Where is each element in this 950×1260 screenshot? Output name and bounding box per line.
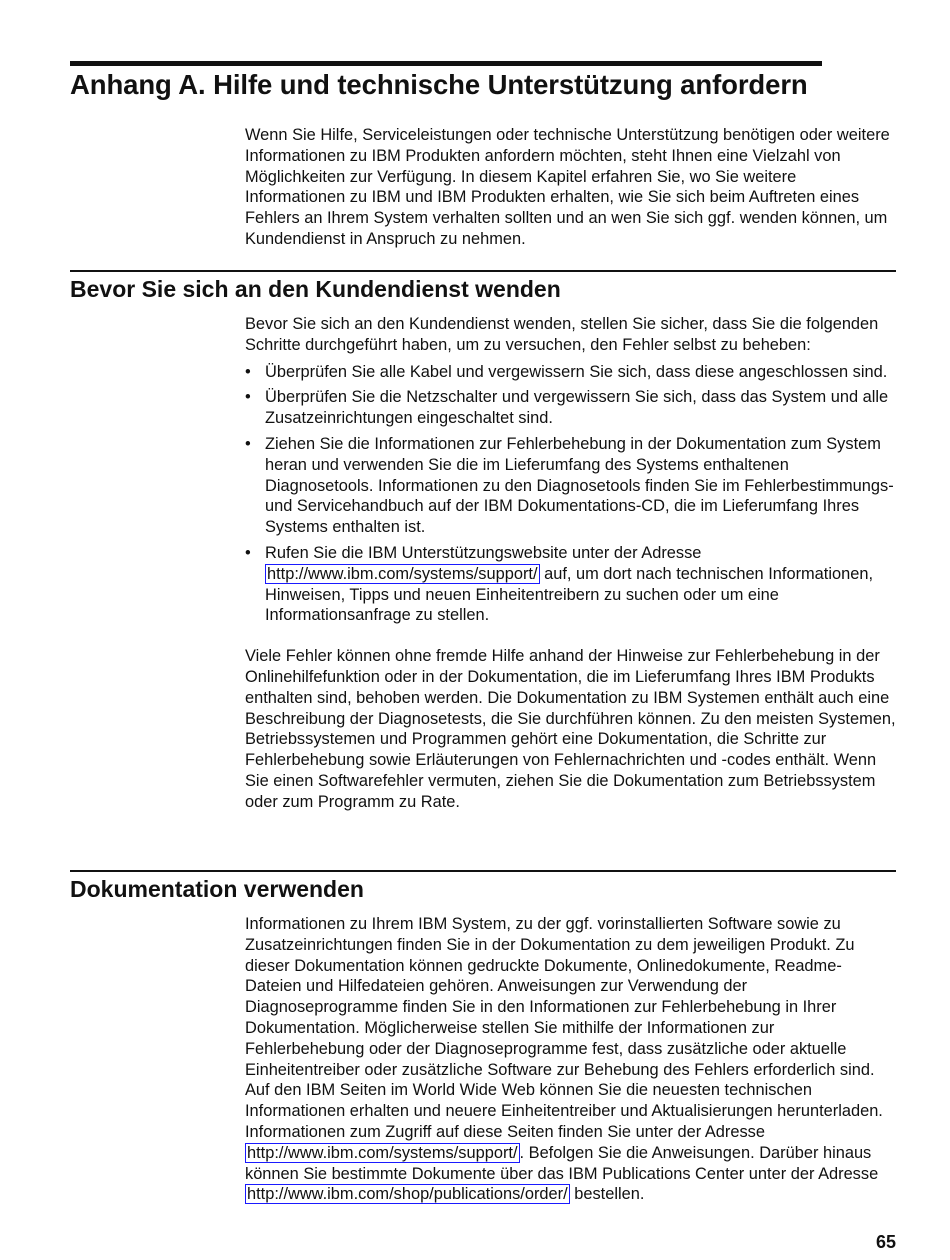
- section-title-bevor: Bevor Sie sich an den Kundendienst wenden: [70, 276, 561, 302]
- section-rule: [70, 270, 896, 272]
- list-item: [245, 434, 897, 538]
- section-title-dokumentation: Dokumentation verwenden: [70, 876, 364, 902]
- list-item-text: Überprüfen Sie die Netzschalter und vergewissern Sie sich, dass das System und alle Zusatzeinrichtungen eingeschaltet sind.: [265, 388, 889, 428]
- section-dokumentation-paragraph: [245, 914, 897, 1205]
- section-rule: [70, 870, 896, 872]
- chapter-title: Anhang A. Hilfe und technische Unterstützung anfordern: [70, 69, 808, 100]
- support-link[interactable]: http://www.ibm.com/systems/support/: [267, 564, 538, 583]
- paragraph-text-part3: bestellen.: [569, 1185, 645, 1204]
- support-link[interactable]: http://www.ibm.com/systems/support/: [247, 1143, 518, 1162]
- section-bevor-body: [245, 314, 897, 813]
- section-bevor-intro: Bevor Sie sich an den Kundendienst wenden, stellen Sie sicher, dass Sie die folgenden Schritte durchgeführt haben, um zu versuchen, den Fehler selbst zu beheben:: [245, 315, 879, 354]
- list-item-text: Ziehen Sie die Informationen zur Fehlerbehebung in der Dokumentation zum System heran und verwenden Sie die im Lieferumfang des Systems enthaltenen Diagnosetools. Informationen zu den Diagnosetools finden Sie im Fehlerbestimmungs- und Servicehandbuch auf der IBM Dokumentations-CD, die im Lieferumfang Ihres Systems enthalten ist.: [265, 434, 894, 537]
- section-dokumentation-body: [245, 914, 897, 1205]
- list-item-text-before-link: Rufen Sie die IBM Unterstützungswebsite unter der Adresse: [265, 543, 702, 562]
- page-number: 65: [875, 1232, 896, 1252]
- chapter-intro: [245, 125, 897, 250]
- list-item: [245, 387, 897, 429]
- checklist: [245, 362, 897, 627]
- list-item-text-after-link: auf, um dort nach technischen Informationen, Hinweisen, Tipps und neuen Einheitentreibern zu suchen oder um eine Informationsanfrage zu stellen.: [265, 564, 874, 625]
- chapter-rule: [70, 61, 822, 66]
- chapter-intro-text: Wenn Sie Hilfe, Serviceleistungen oder technische Unterstützung benötigen oder weitere Informationen zu IBM Produkten anfordern möchten, steht Ihnen eine Vielzahl von Möglichkeiten zur Verfügung. In diesem Kapitel erfahren Sie, wo Sie weitere Informationen zu IBM und IBM Produkten erhalten, wie Sie sich beim Auftreten eines Fehlers an Ihrem System verhalten sollten und an wen Sie sich ggf. wenden können, um Kundendienst in Anspruch zu nehmen.: [245, 126, 890, 248]
- list-item-text: Überprüfen Sie alle Kabel und vergewissern Sie sich, dass diese angeschlossen sind.: [265, 362, 888, 381]
- publications-link[interactable]: http://www.ibm.com/shop/publications/order/: [247, 1185, 568, 1204]
- paragraph-text-part1: Informationen zu Ihrem IBM System, zu der ggf. vorinstallierten Software sowie zu Zusatzeinrichtungen finden Sie in der Dokumentation zu dem jeweiligen Produkt. Zu dieser Dokumentation können gedruckte Dokumente, Onlinedokumente, Readme-Dateien und Hilfedateien gehören. Anweisungen zur Verwendung der Diagnoseprogramme finden Sie in den Informationen zur Fehlerbehebung in Ihrer Dokumentation. Möglicherweise stellen Sie mithilfe der Informationen zur Fehlerbehebung oder der Diagnoseprogramme fest, dass zusätzliche oder aktuelle Einheitentreiber oder zusätzliche Software zur Behebung des Fehlers erforderlich sind. Auf den IBM Seiten im World Wide Web können Sie die neuesten technischen Informationen erhalten und neuere Einheitentreiber und Aktualisierungen herunterladen. Informationen zum Zugriff auf diese Seiten finden Sie unter der Adresse: [245, 915, 883, 1141]
- list-item: [245, 362, 897, 383]
- section-bevor-paragraph: Viele Fehler können ohne fremde Hilfe anhand der Hinweise zur Fehlerbehebung in der Onlinehilfefunktion oder in der Dokumentation, die im Lieferumfang Ihres IBM Produkts enthalten sind, behoben werden. Die Dokumentation zu IBM Systemen enthält auch eine Beschreibung der Diagnosetests, die Sie durchführen können. Zu den meisten Systemen, Betriebssystemen und Programmen gehört eine Dokumentation, die Schritte zur Fehlerbehebung sowie Erläuterungen von Fehlernachrichten und -codes enthält. Wenn Sie einen Softwarefehler vermuten, ziehen Sie die Dokumentation zum Betriebssystem oder zum Programm zu Rate.: [245, 647, 896, 811]
- list-item: [245, 543, 897, 626]
- paragraph-text-part2: . Befolgen Sie die Anweisungen. Darüber hinaus können Sie bestimmte Dokumente über das IBM Publications Center unter der Adresse: [245, 1143, 879, 1183]
